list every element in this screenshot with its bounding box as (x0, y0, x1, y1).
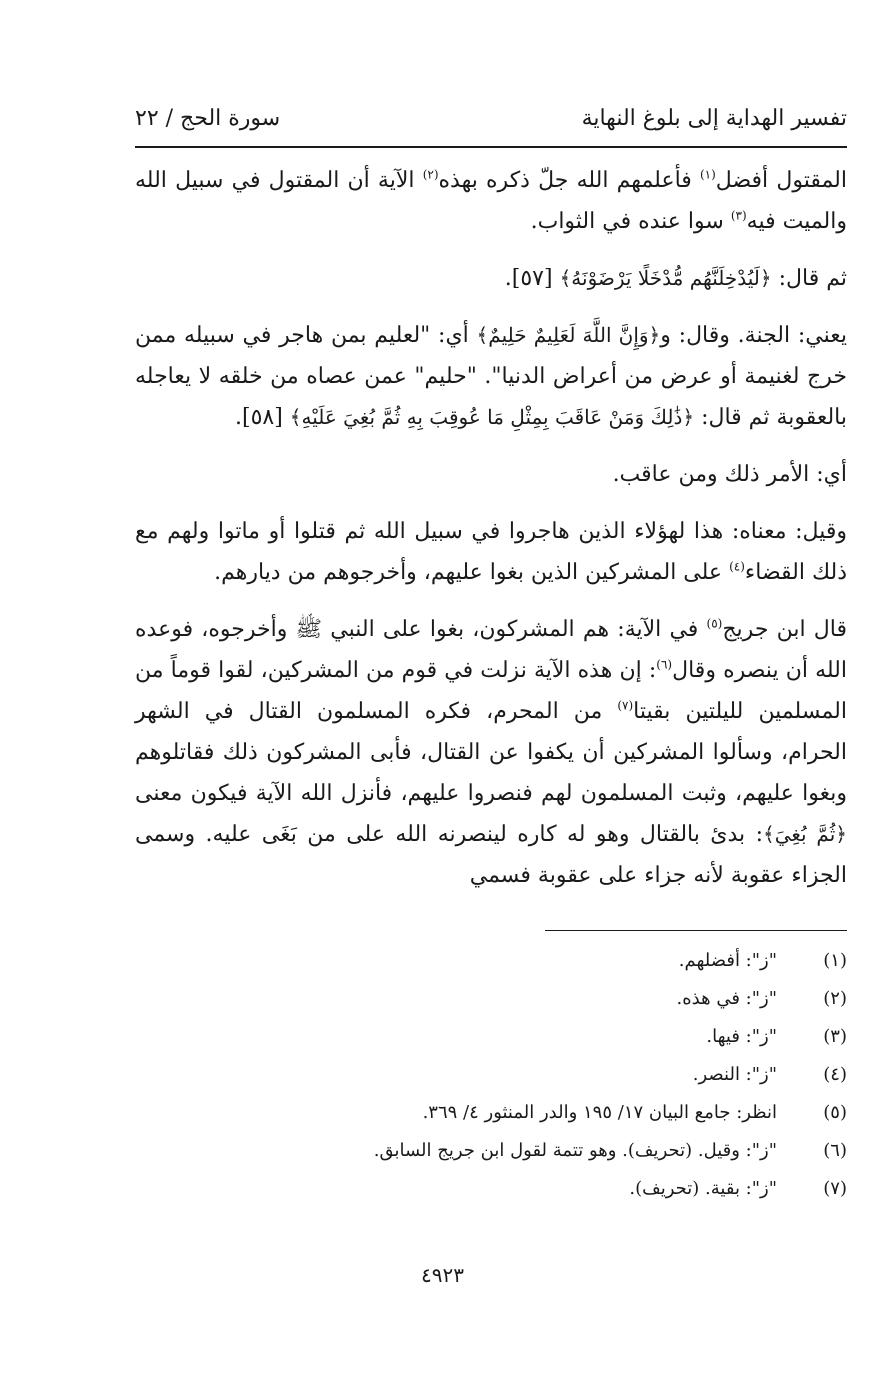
paragraph-2 (135, 258, 847, 299)
footnote-divider (545, 930, 847, 931)
footnote-text: انظر: جامع البيان ١٧/ ١٩٥ والدر المنثور ٤/ ٣٦٩. (422, 1102, 777, 1123)
footnote-item (135, 1102, 847, 1140)
footnote-text: "ز": فيها. (706, 1026, 777, 1047)
footnote-text: "ز": أفضلهم. (678, 950, 777, 971)
paragraph-5 (135, 511, 847, 593)
quran-verse: ﴿وَإِنَّ اللَّهَ لَعَلِيمٌ حَلِيمٌ﴾ (476, 323, 661, 347)
text-run: قال ابن جريج (722, 617, 847, 642)
footnote-item (135, 988, 847, 1026)
footnote-text: "ز": بقية. (تحريف). (629, 1178, 777, 1199)
footnote-ref-7: (٧) (617, 698, 634, 713)
paragraph-1 (135, 160, 847, 242)
quran-verse: ﴿ثُمَّ بُغِيَ﴾ (763, 822, 847, 846)
text-run: في الآية: هم المشركون، بغوا على النبي ﷺ وأخرجوه، فوعده الله أن ينصره وقال (135, 617, 847, 683)
footnote-ref-4: (٤) (729, 559, 745, 574)
main-text (135, 160, 847, 912)
text-run: وقيل: معناه: هذا لهؤلاء الذين هاجروا في سبيل الله ثم قتلوا أو ماتوا ولهم مع ذلك القضاء (135, 519, 847, 585)
book-title: تفسير الهداية إلى بلوغ النهاية (581, 106, 847, 131)
verse-number: [٥٧]. (504, 266, 560, 291)
text-run: على المشركين الذين بغوا عليهم، وأخرجوهم من ديارهم. (214, 560, 730, 585)
footnote-text: "ز": وقيل. (تحريف). وهو تتمة لقول ابن جريج السابق. (373, 1140, 777, 1161)
text-run: أي: "لعليم بمن هاجر في سبيله ممن خرج لغنيمة أو عرض من أعراض الدنيا". "حليم" عمن عصاه من خلقه لا يعاجله بالعقوبة ثم قال: (135, 323, 847, 430)
footnote-ref-2: (٢) (422, 167, 439, 182)
footnote-number: (٢) (823, 988, 847, 1009)
text-run: : إن هذه الآية نزلت في قوم من المشركين، لقوا قوماً من المسلمين لليلتين بقيتا (135, 658, 847, 724)
footnote-number: (٣) (823, 1026, 847, 1047)
text-run: ثم قال: (771, 266, 847, 291)
verse-number: [٥٨]. (235, 405, 290, 430)
text-run: الآية أن المقتول في سبيل الله والميت فيه (135, 168, 847, 234)
text-run: يعني: الجنة. وقال: و (660, 323, 847, 348)
footnote-ref-6: (٦) (656, 657, 673, 672)
paragraph-3 (135, 315, 847, 438)
page-header (135, 100, 847, 144)
footnote-item (135, 1140, 847, 1178)
footnote-text: "ز": في هذه. (676, 988, 777, 1009)
footnote-number: (٤) (823, 1064, 847, 1085)
paragraph-6 (135, 609, 847, 896)
paragraph-4 (135, 454, 847, 495)
text-run: : بدئ بالقتال وهو له كاره لينصرنه الله على من بَغَى عليه. وسمى الجزاء عقوبة لأنه جزاء على عقوبة فسمي (135, 822, 847, 888)
text-run: المقتول أفضل (715, 168, 847, 193)
footnote-ref-1: (١) (699, 167, 716, 182)
footnote-item (135, 1064, 847, 1102)
quran-verse: ﴿ذَٰلِكَ وَمَنْ عَاقَبَ بِمِثْلِ مَا عُوقِبَ بِهِ ثُمَّ بُغِيَ عَلَيْهِ﴾ (289, 405, 695, 429)
footnotes (135, 950, 847, 1216)
footnote-item (135, 950, 847, 988)
footnote-number: (٥) (823, 1102, 847, 1123)
footnote-text: "ز": النصر. (692, 1064, 777, 1085)
surah-reference: سورة الحج / ٢٢ (135, 106, 281, 131)
quran-verse: ﴿لَيُدْخِلَنَّهُم مُّدْخَلًا يَرْضَوْنَهُ﴾ (559, 266, 772, 290)
text-run: سوا عنده في الثواب. (530, 209, 731, 234)
text-run: فأعلمهم الله جلّ ذكره بهذه (438, 168, 700, 193)
footnote-number: (١) (823, 950, 847, 971)
text-run: أي: الأمر ذلك ومن عاقب. (612, 462, 847, 487)
text-run: من المحرم، فكره المسلمون القتال في الشهر الحرام، وسألوا المشركين أن يكفوا عن القتال، فأبى المشركون ذلك فقاتلوهم وبغوا عليهم، وثبت المسلمون لهم فنصروا عليهم، فأنزل الله الآية فيكون معنى (135, 699, 847, 806)
footnote-item (135, 1178, 847, 1216)
footnote-ref-3: (٣) (730, 208, 747, 223)
page-number: ٤٩٢٣ (421, 1263, 464, 1287)
footnote-item (135, 1026, 847, 1064)
header-divider (135, 146, 847, 148)
footnote-number: (٧) (823, 1178, 847, 1199)
footnote-ref-5: (٥) (706, 616, 723, 631)
footnote-number: (٦) (823, 1140, 847, 1161)
